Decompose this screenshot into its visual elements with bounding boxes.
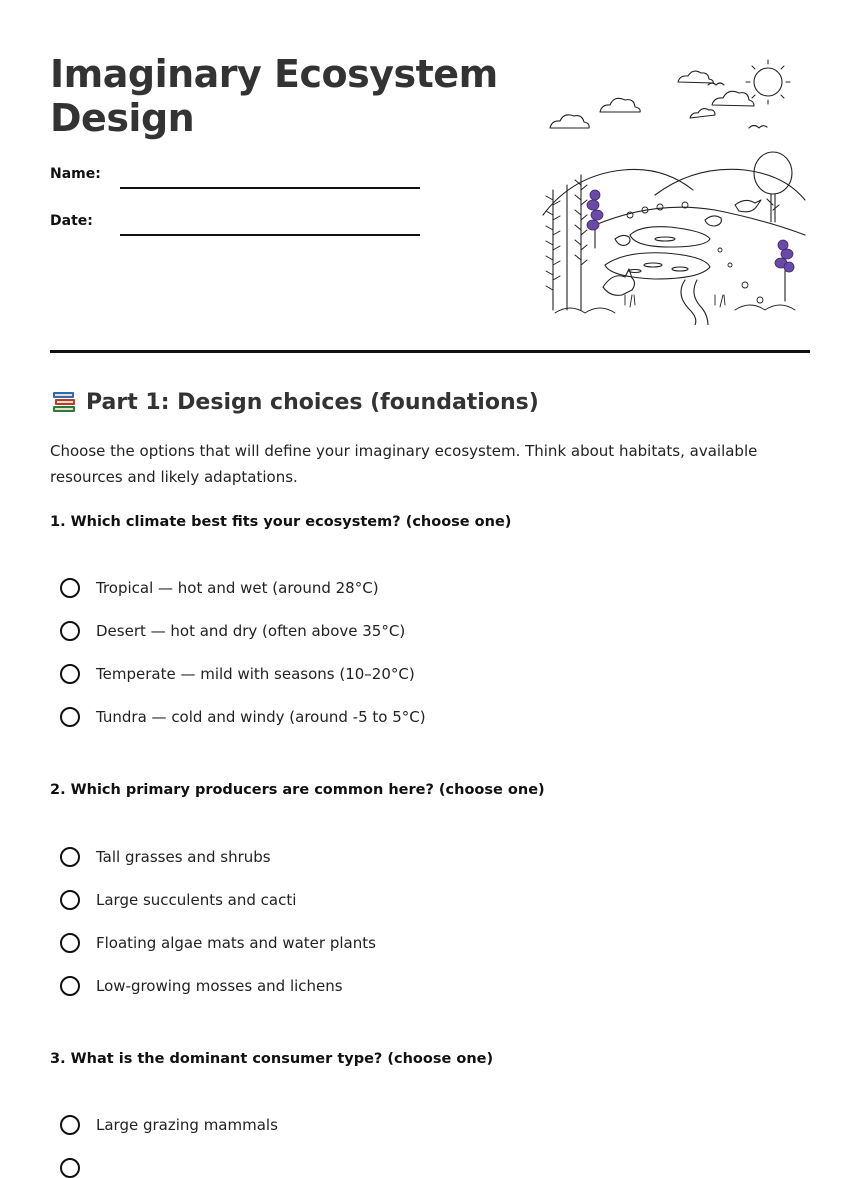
option-label: Desert — hot and dry (often above 35°C) <box>96 622 406 640</box>
option-label: Low-growing mosses and lichens <box>96 977 343 995</box>
q2-option-succulents[interactable] <box>60 890 296 910</box>
radio-circle[interactable] <box>60 976 80 996</box>
radio-circle[interactable] <box>60 847 80 867</box>
name-label: Name: <box>50 166 101 182</box>
q1-option-desert[interactable] <box>60 621 405 641</box>
books-icon <box>50 388 78 416</box>
q2-option-grasses[interactable] <box>60 847 271 867</box>
part1-heading-text: Part 1: Design choices (foundations) <box>86 389 539 415</box>
q1-option-temperate[interactable] <box>60 664 415 684</box>
q3-option-next[interactable] <box>60 1158 96 1178</box>
radio-circle[interactable] <box>60 578 80 598</box>
q1-option-tropical[interactable] <box>60 578 379 598</box>
option-label: Temperate — mild with seasons (10–20°C) <box>96 665 415 683</box>
radio-circle[interactable] <box>60 890 80 910</box>
radio-circle[interactable] <box>60 933 80 953</box>
q3-option-grazing-mammals[interactable] <box>60 1115 278 1135</box>
option-label: Tundra — cold and windy (around -5 to 5°C) <box>96 708 426 726</box>
page-title: Imaginary Ecosystem Design <box>50 52 498 140</box>
radio-circle[interactable] <box>60 707 80 727</box>
name-line[interactable] <box>120 187 420 189</box>
question-2-label: 2. Which primary producers are common here? (choose one) <box>50 782 545 798</box>
option-label: Large succulents and cacti <box>96 891 297 909</box>
radio-circle[interactable] <box>60 664 80 684</box>
date-line[interactable] <box>120 234 420 236</box>
header-divider <box>50 350 810 353</box>
q2-option-mosses[interactable] <box>60 976 343 996</box>
part1-heading <box>50 388 539 416</box>
option-label: Tall grasses and shrubs <box>96 848 271 866</box>
radio-circle[interactable] <box>60 1115 80 1135</box>
part1-intro: Choose the options that will define your imaginary ecosystem. Think about habitats, available resources and likely adaptations. <box>50 442 758 486</box>
ecosystem-illustration <box>535 55 810 325</box>
option-label: Tropical — hot and wet (around 28°C) <box>96 579 379 597</box>
question-3-label: 3. What is the dominant consumer type? (choose one) <box>50 1051 494 1067</box>
option-label: Large grazing mammals <box>96 1116 278 1134</box>
radio-circle[interactable] <box>60 1158 80 1178</box>
date-label: Date: <box>50 213 93 229</box>
radio-circle[interactable] <box>60 621 80 641</box>
question-1-label: 1. Which climate best fits your ecosystem? (choose one) <box>50 514 512 530</box>
option-label: Floating algae mats and water plants <box>96 934 376 952</box>
q2-option-algae[interactable] <box>60 933 376 953</box>
q1-option-tundra[interactable] <box>60 707 426 727</box>
